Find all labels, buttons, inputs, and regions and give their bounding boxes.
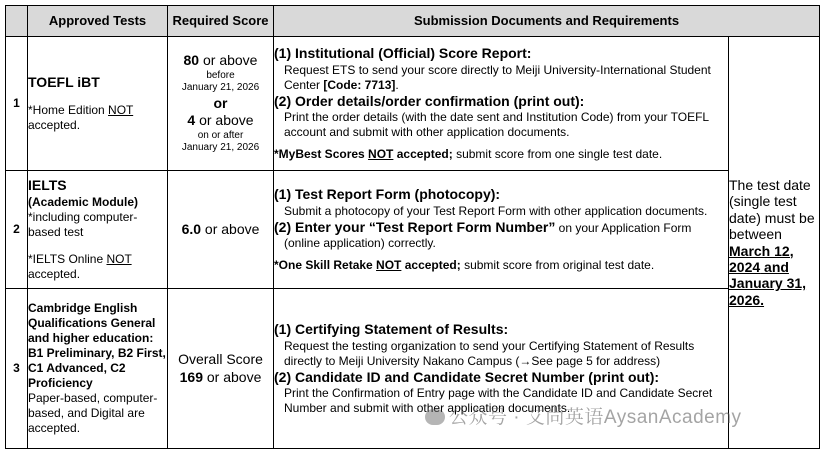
doc-text: Print the order details (with the date sent and Institution Code) from your TOEFL account and submit with other application documents. bbox=[284, 110, 709, 139]
table-row-ielts bbox=[6, 171, 820, 289]
test-name: TOEFL iBT bbox=[28, 73, 100, 90]
doc-text: Submit a photocopy of your Test Report Form with other application documents. bbox=[284, 203, 708, 218]
doc-note: *One Skill Retake NOT accepted; submit score from original test date. bbox=[274, 258, 655, 272]
test-cell-toefl bbox=[28, 37, 168, 171]
doc-text: (online application) correctly. bbox=[284, 236, 436, 250]
test-date-note: The test date (single test date) must be between March 12, 2024 and January 31, 2026. bbox=[729, 37, 820, 449]
doc-title: (1) Test Report Form (photocopy): bbox=[274, 186, 501, 202]
score-cell-cambridge bbox=[168, 289, 274, 449]
header-approved-tests: Approved Tests bbox=[28, 6, 168, 37]
doc-title: (1) Institutional (Official) Score Report: bbox=[274, 45, 532, 61]
test-levels: B1 Preliminary, B2 First, C1 Advanced, C2 Proficiency bbox=[28, 346, 166, 390]
test-note: Paper-based, computer-based, and Digital are accepted. bbox=[28, 391, 158, 435]
doc-text: Request ETS to send your score directly to Meiji University-International Student Center [Code: 7713]. bbox=[284, 62, 711, 92]
docs-cell-toefl bbox=[274, 37, 729, 171]
score-primary: 80 or above bbox=[183, 52, 258, 69]
score-cell-toefl bbox=[168, 37, 274, 171]
watermark: 公众号 · 艾尚英语AysanAcademy bbox=[425, 402, 742, 429]
test-note: *Home Edition NOT accepted. bbox=[28, 103, 134, 133]
row-number: 2 bbox=[6, 171, 28, 289]
test-name: Cambridge English Qualifications General and higher education: bbox=[28, 301, 156, 345]
score-label: Overall Score bbox=[178, 351, 263, 367]
doc-note: *MyBest Scores NOT accepted; submit score from one single test date. bbox=[274, 147, 663, 161]
test-sub: (Academic Module) bbox=[28, 194, 139, 209]
score-primary-date: January 21, 2026 bbox=[181, 82, 260, 94]
table-row-toefl bbox=[6, 37, 820, 171]
header-row bbox=[6, 6, 820, 37]
doc-text: Request the testing organization to send your Certifying Statement of Results directly to Meiji University Nakano Campus (→See page 5 for address) bbox=[284, 338, 695, 368]
wechat-icon bbox=[425, 409, 445, 425]
doc-text: Print the Confirmation of Entry page with the Candidate ID and Candidate Secret Number and submit with other application documents. bbox=[284, 386, 713, 415]
test-note-2: *IELTS Online NOT accepted. bbox=[28, 251, 132, 281]
row-number: 1 bbox=[6, 37, 28, 171]
header-submission-docs: Submission Documents and Requirements bbox=[274, 6, 820, 37]
corner-cell bbox=[6, 6, 28, 37]
doc-title: (1) Certifying Statement of Results: bbox=[274, 321, 509, 337]
requirements-table bbox=[5, 5, 820, 449]
score-cell-ielts: 6.0 or above bbox=[168, 171, 274, 289]
score-value: 169 or above bbox=[179, 368, 262, 385]
score-secondary-date: January 21, 2026 bbox=[181, 142, 260, 154]
score-primary-when: before bbox=[206, 69, 235, 81]
doc-title: (2) Order details/order confirmation (print out): bbox=[274, 92, 585, 109]
score-secondary: 4 or above bbox=[187, 112, 254, 129]
doc-title-2: (2) Enter your “Test Report Form Number” on your Application Form bbox=[274, 218, 692, 235]
score-secondary-when: on or after bbox=[197, 129, 244, 141]
test-name: IELTS bbox=[28, 177, 67, 194]
test-cell-cambridge bbox=[28, 289, 168, 449]
docs-cell-ielts bbox=[274, 171, 729, 289]
test-cell-ielts bbox=[28, 171, 168, 289]
doc-title: (2) Candidate ID and Candidate Secret Number (print out): bbox=[274, 368, 660, 385]
header-required-score: Required Score bbox=[168, 6, 274, 37]
test-note: *including computer-based test bbox=[28, 209, 138, 239]
score-or: or bbox=[213, 94, 228, 111]
row-number: 3 bbox=[6, 289, 28, 449]
